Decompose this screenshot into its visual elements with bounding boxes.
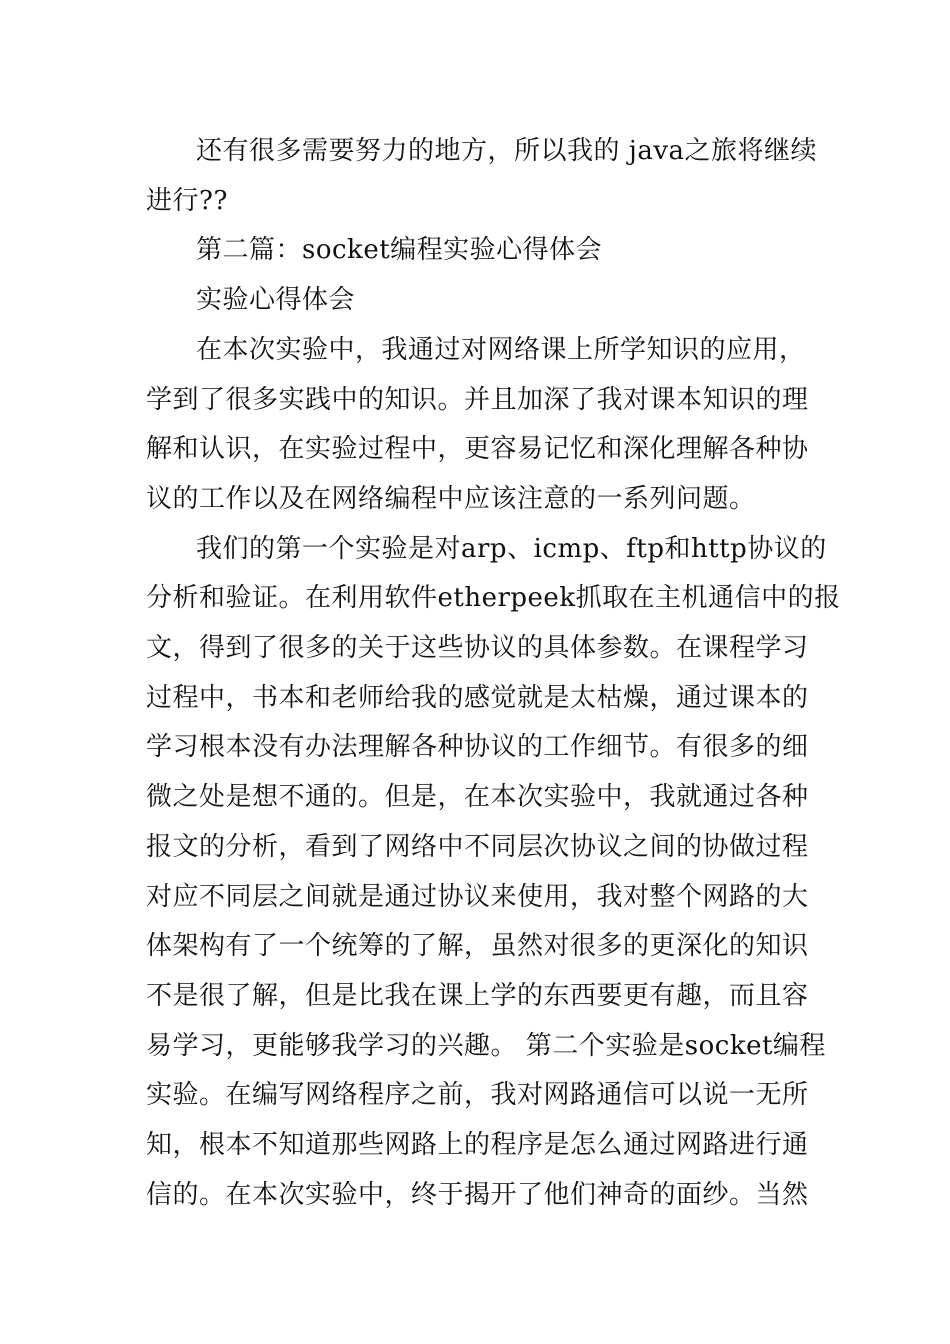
text-line: 进行??: [146, 186, 228, 216]
text-line: 易学习，更能够我学习的兴趣。 第二个实验是socket编程: [146, 1031, 826, 1061]
text-line: 信的。在本次实验中，终于揭开了他们神奇的面纱。当然: [146, 1180, 809, 1210]
text-line: 解和认识，在实验过程中，更容易记忆和深化理解各种协: [146, 434, 809, 464]
text-line: 分析和验证。在利用软件etherpeek抓取在主机通信中的报: [146, 583, 841, 613]
text-line: 过程中，书本和老师给我的感觉就是太枯燥，通过课本的: [146, 683, 809, 713]
text-line: 不是很了解，但是比我在课上学的东西要更有趣，而且容: [146, 981, 809, 1011]
subheading: 实验心得体会: [196, 285, 356, 315]
text-line: 文，得到了很多的关于这些协议的具体参数。在课程学习: [146, 633, 809, 663]
text-line: 实验。在编写网络程序之前，我对网路通信可以说一无所: [146, 1080, 809, 1110]
text-line: 在本次实验中，我通过对网络课上所学知识的应用，: [196, 335, 806, 365]
text-line: 微之处是想不通的。但是，在本次实验中，我就通过各种: [146, 782, 809, 812]
text-line: 体架构有了一个统筹的了解，虽然对很多的更深化的知识: [146, 931, 809, 961]
text-line: 我们的第一个实验是对arp、icmp、ftp和http协议的: [196, 534, 827, 564]
text-line: 还有很多需要努力的地方，所以我的 java之旅将继续: [196, 136, 818, 166]
text-line: 学到了很多实践中的知识。并且加深了我对课本知识的理: [146, 385, 809, 415]
section-heading: 第二篇：socket编程实验心得体会: [196, 235, 603, 265]
text-line: 议的工作以及在网络编程中应该注意的一系列问题。: [146, 484, 756, 514]
text-line: 学习根本没有办法理解各种协议的工作细节。有很多的细: [146, 732, 809, 762]
text-line: 报文的分析，看到了网络中不同层次协议之间的协做过程: [146, 832, 809, 862]
text-line: 对应不同层之间就是通过协议来使用，我对整个网路的大: [146, 882, 809, 912]
text-line: 知，根本不知道那些网路上的程序是怎么通过网路进行通: [146, 1130, 809, 1160]
